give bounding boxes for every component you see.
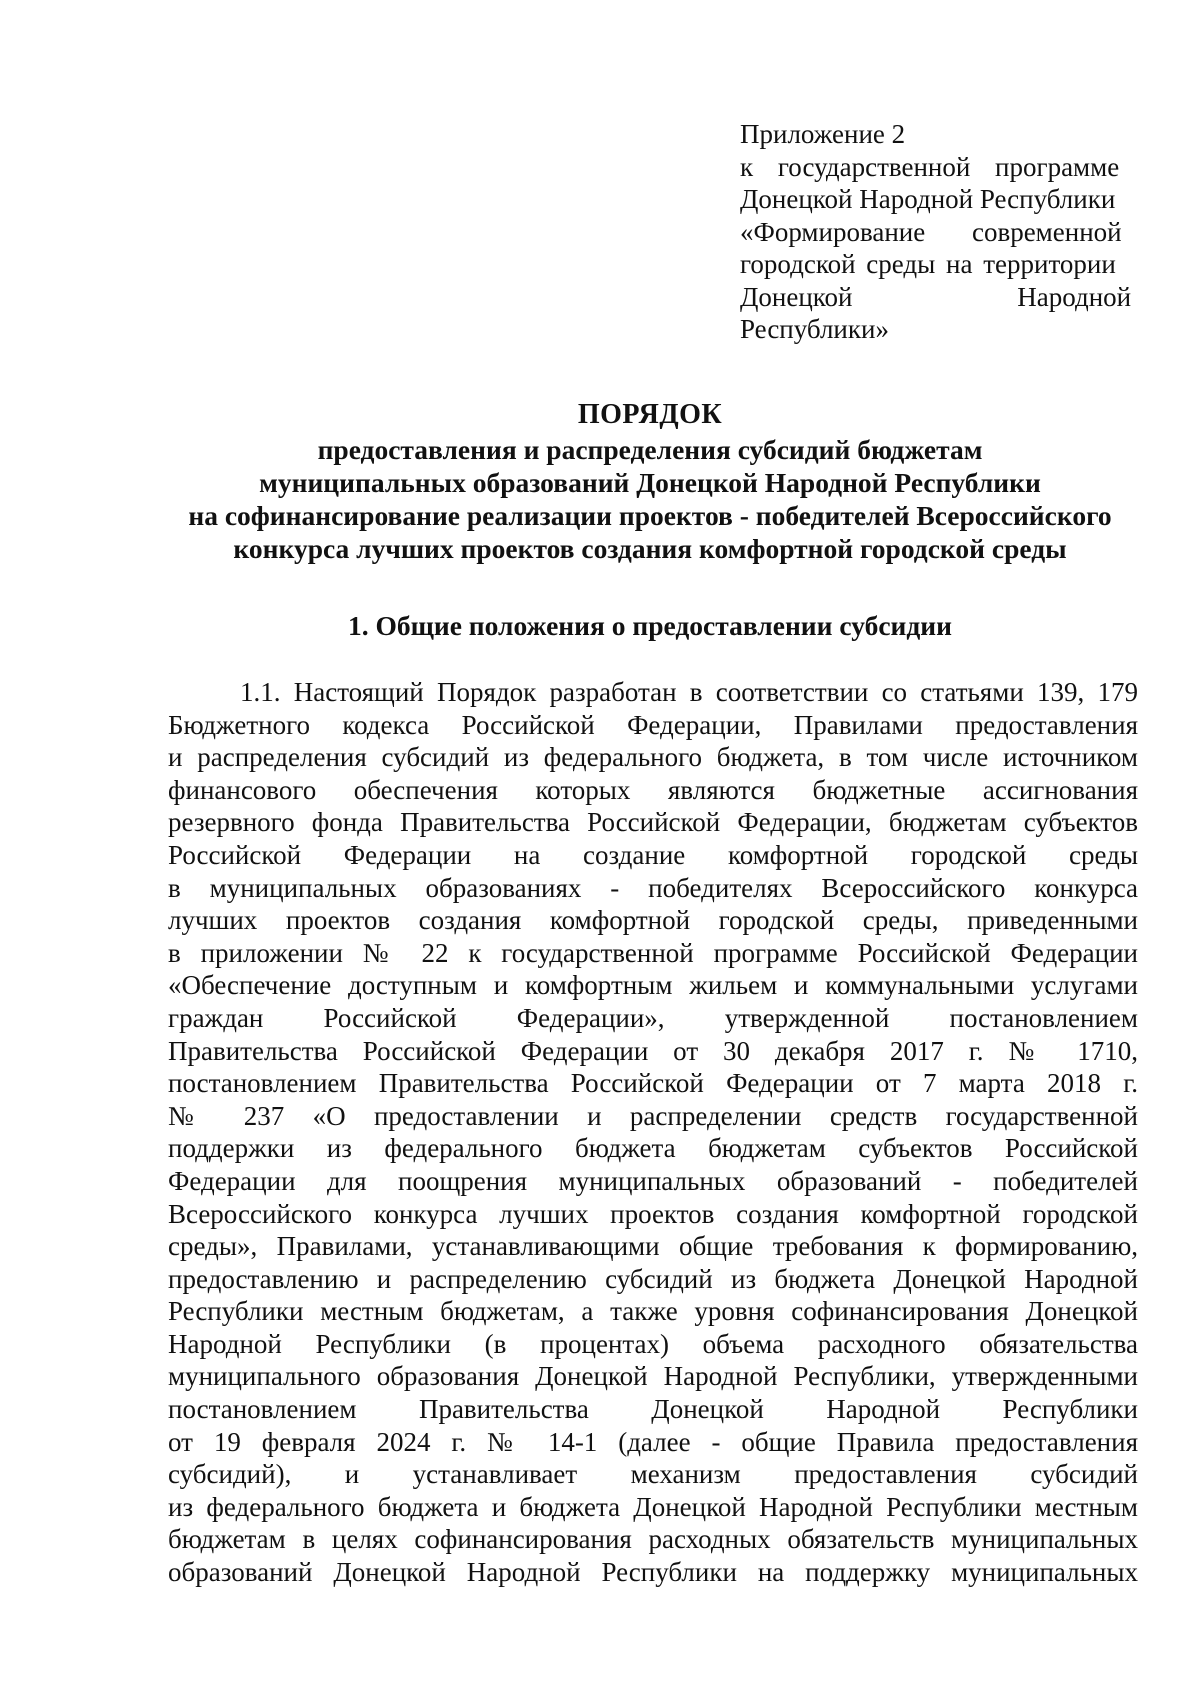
appendix-block (740, 118, 1138, 346)
body-line: образований Донецкой Народной Республики на поддержку муниципальных (168, 1557, 1138, 1588)
body-line: от 19 февраля 2024 г. № 14-1 (далее - общие Правила предоставления (168, 1426, 1138, 1457)
body-line: № 237 «О предоставлении и распределении средств государственной (168, 1100, 1138, 1131)
document-title (160, 398, 1140, 565)
body-line: муниципального образования Донецкой Народной Республики, утвержденными (168, 1361, 1138, 1392)
appendix-line: Донецкой Народной Республики (740, 184, 1116, 214)
appendix-line: Республики» (740, 314, 889, 344)
body-line: Бюджетного кодекса Российской Федерации, Правилами предоставления (168, 709, 1138, 740)
appendix-line: к государственной программе (740, 151, 1120, 182)
appendix-line: Приложение 2 (740, 119, 906, 149)
title-subtitle-line: конкурса лучших проектов создания комфортной городской среды (233, 533, 1067, 564)
body-line: в муниципальных образованиях - победителях Всероссийского конкурса (168, 872, 1138, 903)
body-line: и распределения субсидий из федерального бюджета, в том числе источником (168, 742, 1138, 773)
body-line: лучших проектов создания комфортной городской среды, приведенными (168, 905, 1138, 936)
appendix-line: «Формирование современной (740, 216, 1122, 247)
body-line: Федерации для поощрения муниципальных образований - победителей (168, 1165, 1138, 1196)
body-line: поддержки из федерального бюджета бюджетам субъектов Российской (168, 1133, 1138, 1164)
body-line: постановлением Правительства Российской Федерации от 7 марта 2018 г. (168, 1068, 1138, 1099)
body-line: резервного фонда Правительства Российской Федерации, бюджетам субъектов (168, 807, 1138, 838)
body-line: граждан Российской Федерации», утвержденной постановлением (168, 1002, 1138, 1033)
body-line: среды», Правилами, устанавливающими общие требования к формированию, (168, 1231, 1138, 1262)
section-heading: 1. Общие положения о предоставлении субсидии (348, 610, 952, 641)
body-line: из федерального бюджета и бюджета Донецкой Народной Республики местным (168, 1491, 1138, 1522)
title-subtitle-line: на софинансирование реализации проектов - победителей Всероссийского (188, 500, 1112, 531)
body-line: постановлением Правительства Донецкой Народной Республики (168, 1394, 1138, 1425)
body-line: финансового обеспечения которых являются бюджетные ассигнования (168, 774, 1138, 805)
body-line: предоставлению и распределению субсидий из бюджета Донецкой Народной (168, 1263, 1138, 1294)
title-subtitle-line: муниципальных образований Донецкой Народной Республики (259, 467, 1041, 498)
body-line: Народной Республики (в процентах) объема расходного обязательства (168, 1328, 1138, 1359)
title-subtitle-line: предоставления и распределения субсидий бюджетам (317, 434, 983, 465)
body-line: в приложении № 22 к государственной программе Российской Федерации (168, 937, 1138, 968)
body-line: субсидий), и устанавливает механизм предоставления субсидий (168, 1459, 1138, 1490)
appendix-line: городской среды на территории (740, 249, 1116, 279)
body-line: «Обеспечение доступным и комфортным жильем и коммунальными услугами (168, 970, 1138, 1001)
body-line: бюджетам в целях софинансирования расходных обязательств муниципальных (168, 1524, 1138, 1555)
body-line: Республики местным бюджетам, а также уровня софинансирования Донецкой (168, 1296, 1138, 1327)
body-line: Всероссийского конкурса лучших проектов создания комфортной городской (168, 1198, 1138, 1229)
body-line: 1.1. Настоящий Порядок разработан в соответствии со статьями 139, 179 (240, 677, 1138, 707)
body-line: Российской Федерации на создание комфортной городской среды (168, 839, 1138, 870)
body-line: Правительства Российской Федерации от 30 декабря 2017 г. № 1710, (168, 1035, 1138, 1066)
appendix-line: Донецкой Народной (740, 281, 1132, 312)
title-main: ПОРЯДОК (577, 399, 723, 430)
body-paragraph (168, 676, 1138, 1589)
